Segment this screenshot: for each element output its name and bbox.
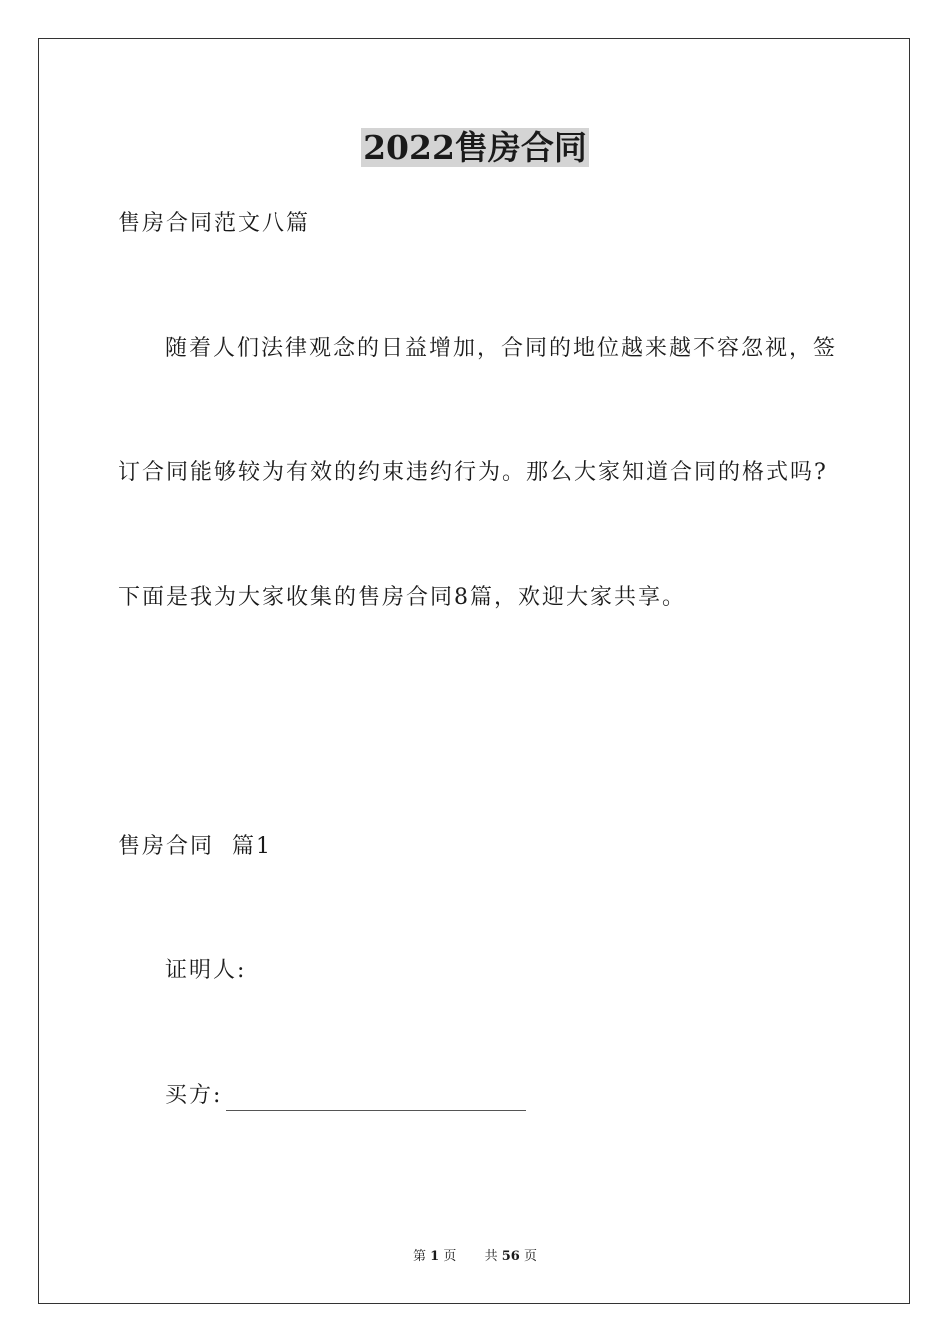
page-footer (0, 1248, 950, 1266)
document-subtitle: 售房合同范文八篇 (118, 211, 311, 236)
document-title (0, 126, 950, 170)
footer-page-total: 56 (501, 1249, 520, 1264)
section-heading: 售房合同 篇1 (118, 834, 272, 859)
footer-total-suffix: 页 (524, 1249, 538, 1264)
intro-paragraph-line-1: 随着人们法律观念的日益增加，合同的地位越来越不容忽视，签 (165, 336, 838, 361)
buyer-label: 买方: (165, 1083, 223, 1108)
intro-paragraph-line-2: 订合同能够较为有效的约束违约行为。那么大家知道合同的格式吗? (118, 460, 828, 485)
footer-page-prefix: 第 (412, 1249, 426, 1264)
buyer-blank-line (226, 1086, 526, 1111)
buyer-field-row (165, 1081, 526, 1111)
footer-page-current: 1 (430, 1249, 440, 1264)
footer-total-prefix: 共 (484, 1249, 498, 1264)
intro-paragraph-line-3: 下面是我为大家收集的售房合同8篇，欢迎大家共享。 (118, 585, 686, 610)
document-title-text: 2022售房合同 (363, 128, 587, 167)
witness-label: 证明人: (165, 958, 247, 983)
footer-page-suffix: 页 (443, 1249, 457, 1264)
